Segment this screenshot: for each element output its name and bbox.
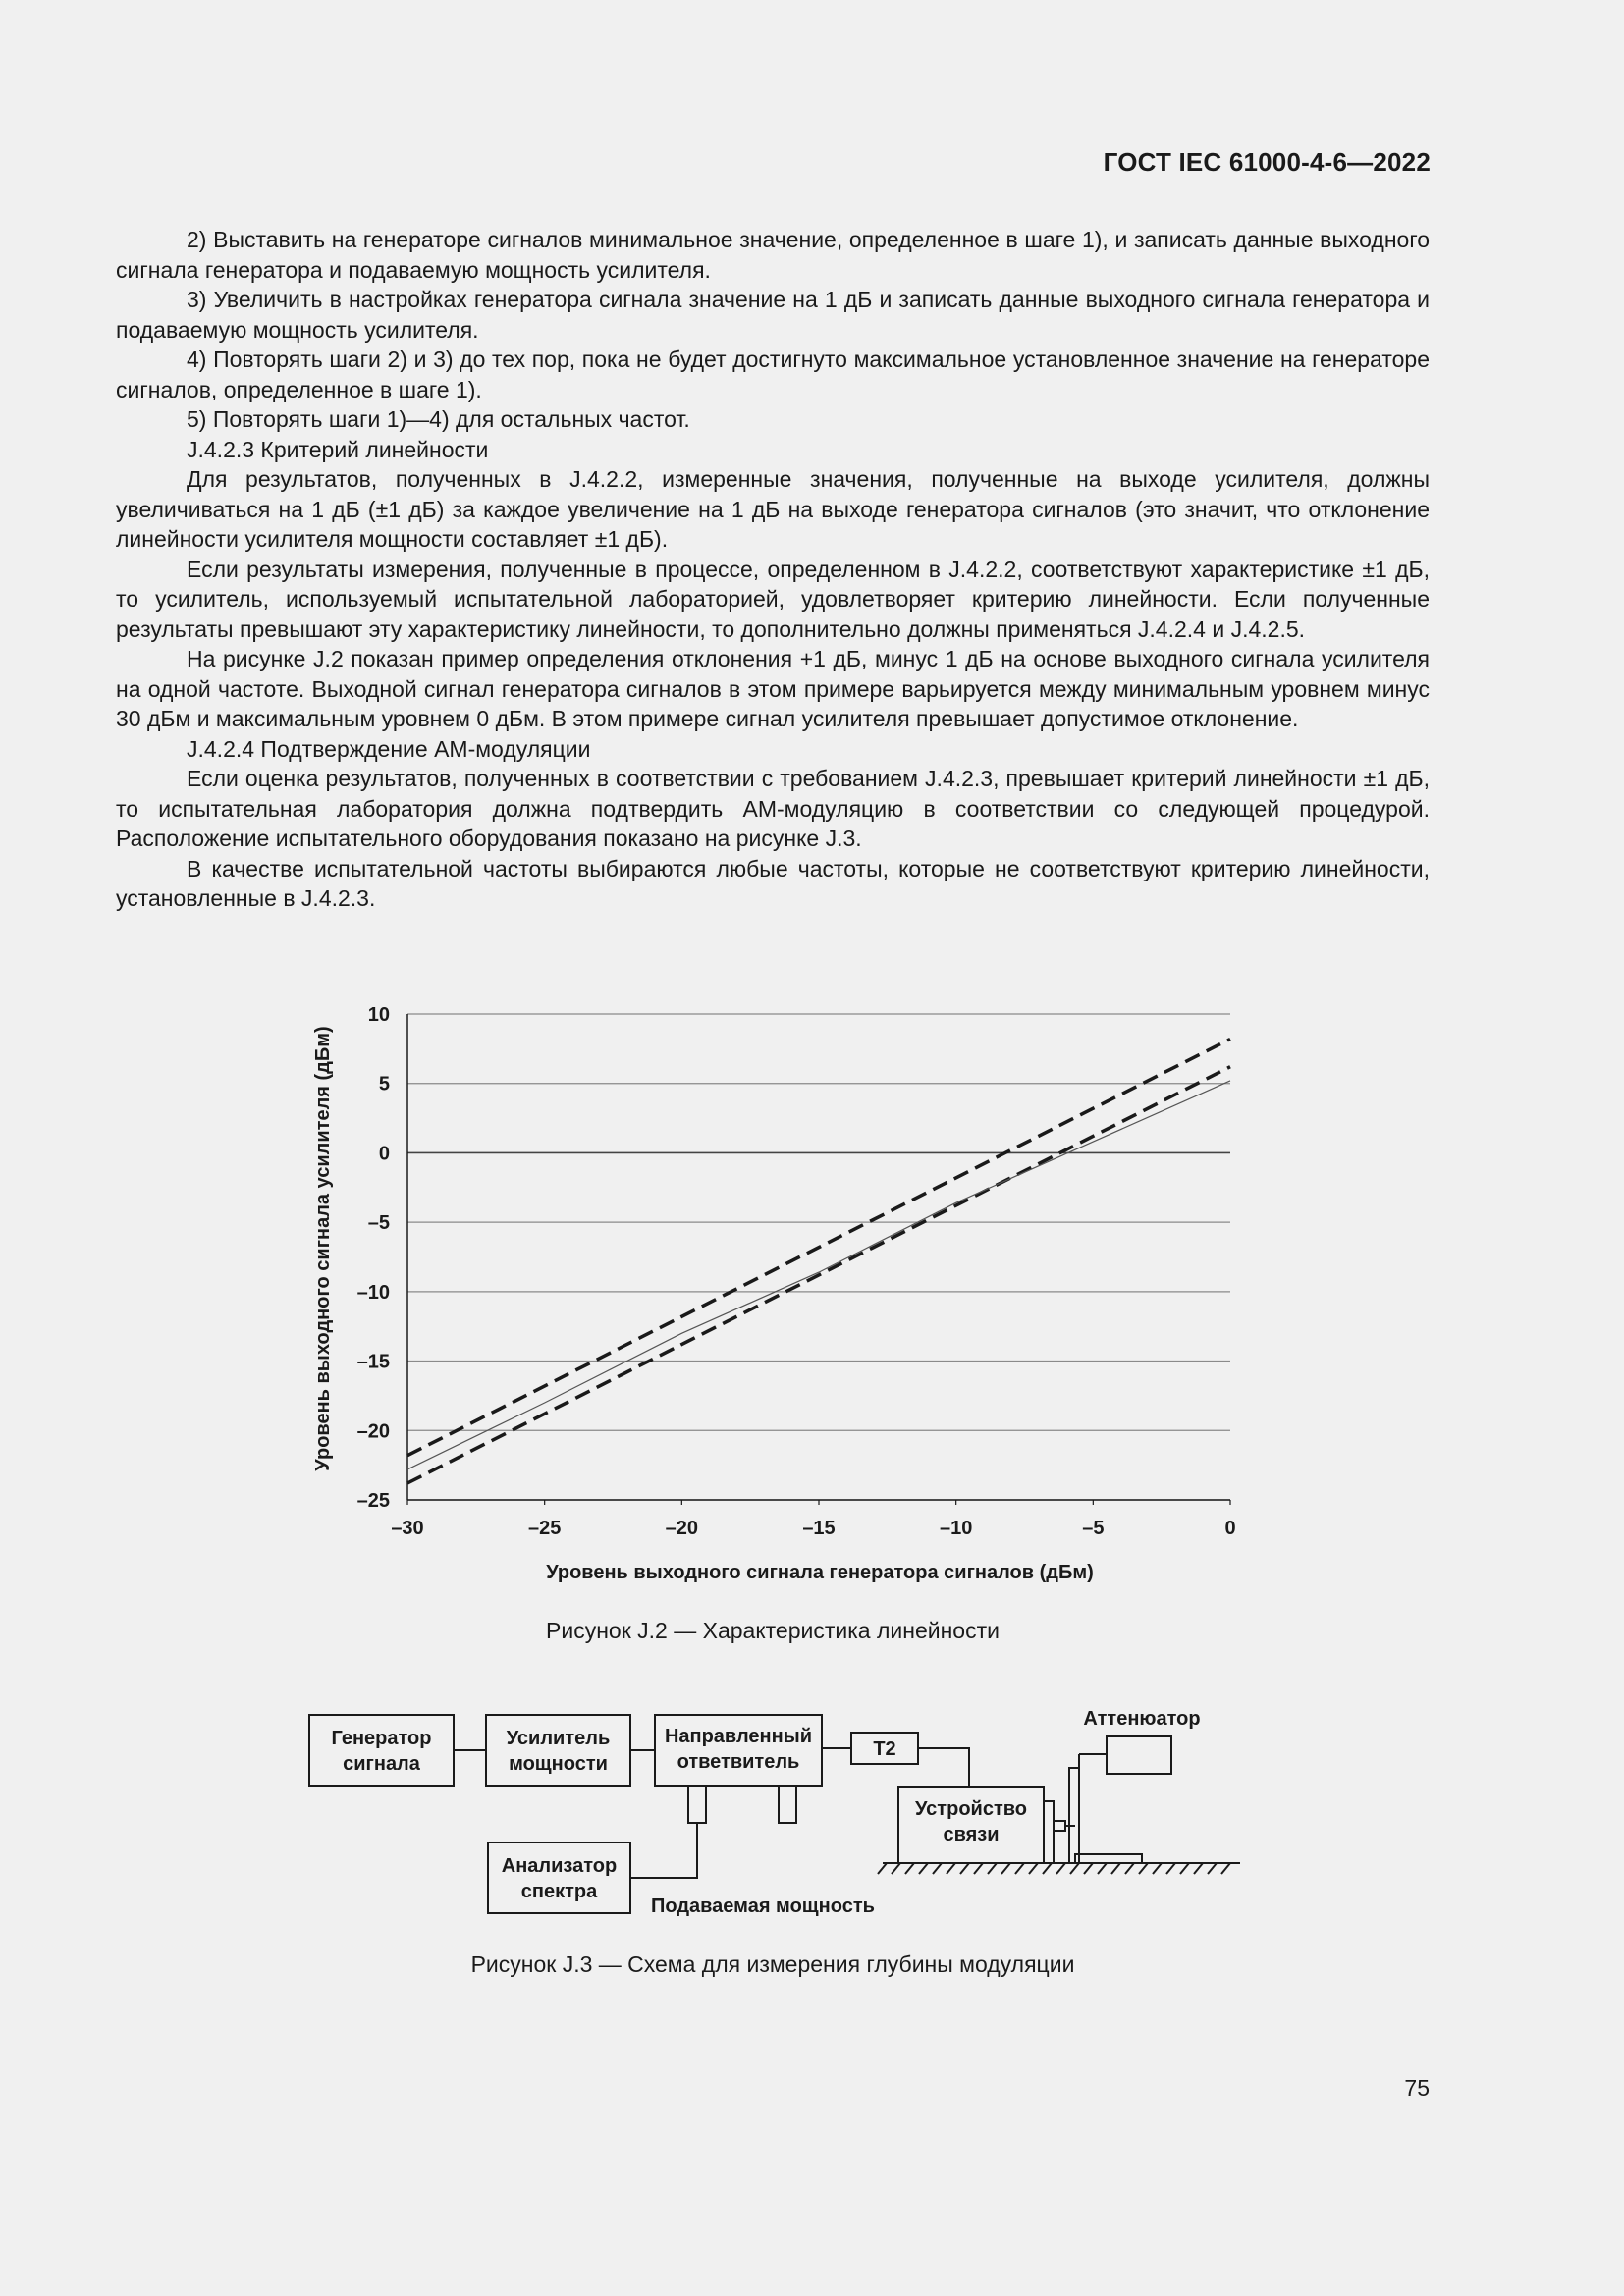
- cdn-connector: [1054, 1821, 1065, 1831]
- coupler-label-2: ответвитель: [677, 1751, 800, 1773]
- hatch-mark: [1139, 1863, 1148, 1874]
- generator-label-1: Генератор: [331, 1728, 432, 1749]
- hatch-mark: [1043, 1863, 1052, 1874]
- coupler-label-1: Направленный: [664, 1726, 813, 1747]
- section-heading-j423: J.4.2.3 Критерий линейности: [187, 436, 489, 462]
- coupler-port-left: [688, 1786, 706, 1823]
- paragraph: 4) Повторять шаги 2) и 3) до тех пор, пока не будет достигнуто максимальное установленное значение на генераторе сигналов, определенное в шаге 1).: [116, 347, 1430, 402]
- hatch-mark: [1180, 1863, 1189, 1874]
- paragraph: 2) Выставить на генераторе сигналов минимальное значение, определенное в шаге 1), и записать данные выходного сигнала генератора и подаваемую мощность усилителя.: [116, 227, 1430, 283]
- x-tick-label: –10: [939, 1518, 973, 1539]
- tolerance-line-1: [407, 1040, 1230, 1456]
- page-number: 75: [1404, 2075, 1430, 2101]
- y-tick-label: 5: [378, 1073, 390, 1095]
- hatch-mark: [960, 1863, 969, 1874]
- paragraph: На рисунке J.2 показан пример определения отклонения +1 дБ, минус 1 дБ на основе выходного сигнала усилителя на одной частоте. Выходной сигнал генератора сигналов в этом примере варьируется между минимальным уровнем минус 30 дБм и максимальным уровнем 0 дБм. В этом примере сигнал усилителя превышает допустимое отклонение.: [116, 646, 1430, 731]
- y-axis-label: Уровень выходного сигнала усилителя (дБм): [312, 1026, 334, 1471]
- attenuator-block: [1107, 1736, 1171, 1774]
- cdn-label-2: связи: [943, 1824, 1000, 1845]
- hatch-mark: [1070, 1863, 1079, 1874]
- section-heading-j424: J.4.2.4 Подтверждение АМ-модуляции: [187, 735, 591, 762]
- generator-label-2: сигнала: [343, 1753, 420, 1775]
- grid-lines: [407, 1014, 1230, 1505]
- hatch-mark: [1029, 1863, 1038, 1874]
- y-tick-label: –25: [356, 1490, 390, 1512]
- paragraph: Для результатов, полученных в J.4.2.2, измеренные значения, полученные на выходе усилителя, должны увеличиваться на 1 дБ (±1 дБ) за каждое увеличение на 1 дБ на выходе генератора сигналов (это значит, что отклонение линейности усилителя мощности составляет ±1 дБ).: [116, 466, 1430, 552]
- hatch-mark: [988, 1863, 997, 1874]
- amplifier-label-1: Усилитель: [506, 1728, 611, 1749]
- t2-label: Т2: [873, 1738, 896, 1760]
- analyzer-label-1: Анализатор: [501, 1855, 618, 1877]
- y-tick-label: 0: [378, 1143, 390, 1165]
- figure-caption-j3: Рисунок J.3 — Схема для измерения глубины модуляции: [470, 1951, 1075, 1977]
- x-tick-label: –20: [665, 1518, 699, 1539]
- paragraph: 5) Повторять шаги 1)—4) для остальных частот.: [187, 406, 690, 432]
- paragraph: В качестве испытательной частоты выбираются любые частоты, которые не соответствуют критерию линейности, установленные в J.4.2.3.: [116, 855, 1430, 911]
- analyzer-label-2: спектра: [520, 1881, 598, 1902]
- linearity-chart: [295, 991, 1257, 1620]
- amplifier-block: [486, 1715, 630, 1786]
- tolerance-line-2: [407, 1067, 1230, 1483]
- hatch-mark: [1125, 1863, 1134, 1874]
- hatch-mark: [919, 1863, 928, 1874]
- cdn-plate: [1044, 1801, 1054, 1863]
- hatch-mark: [1153, 1863, 1162, 1874]
- document-code: ГОСТ IEC 61000-4-6—2022: [1103, 147, 1431, 177]
- cable-tray: [1075, 1854, 1142, 1863]
- paragraph: Если оценка результатов, полученных в соответствии с требованием J.4.2.3, превышает критерий линейности ±1 дБ, то испытательная лаборатория должна подтвердить АМ-модуляцию в соответствии со следующей процедурой. Расположение испытательного оборудования показано на рисунке J.3.: [116, 766, 1430, 851]
- attenuator-label: Аттенюатор: [1083, 1708, 1201, 1730]
- x-tick-label: –30: [391, 1518, 424, 1539]
- y-tick-label: –20: [356, 1420, 390, 1443]
- x-axis-label: Уровень выходного сигнала генератора сигналов (дБм): [546, 1562, 1094, 1583]
- x-tick-label: 0: [1224, 1518, 1236, 1539]
- hatch-mark: [1111, 1863, 1120, 1874]
- coupler-port-right: [779, 1786, 796, 1823]
- ground-hatching: [878, 1863, 1230, 1874]
- measurement-setup-diagram: [299, 1693, 1262, 1929]
- series-lines: [407, 1040, 1230, 1484]
- hatch-mark: [947, 1863, 955, 1874]
- cdn-label-1: Устройство: [915, 1798, 1027, 1820]
- tick-labels: [357, 1004, 1236, 1539]
- hatch-mark: [1208, 1863, 1217, 1874]
- hatch-mark: [1084, 1863, 1093, 1874]
- y-tick-label: –15: [356, 1351, 390, 1373]
- figure-caption-j2: Рисунок J.2 — Характеристика линейности: [546, 1618, 1000, 1643]
- x-tick-label: –25: [527, 1518, 562, 1539]
- hatch-mark: [1194, 1863, 1203, 1874]
- hatch-mark: [1001, 1863, 1010, 1874]
- amplifier-label-2: мощности: [509, 1753, 608, 1775]
- hatch-mark: [905, 1863, 914, 1874]
- body-text: [116, 225, 1430, 914]
- y-tick-label: –10: [356, 1281, 390, 1304]
- hatch-mark: [1098, 1863, 1107, 1874]
- y-tick-label: 10: [367, 1004, 390, 1026]
- hatch-mark: [892, 1863, 900, 1874]
- hatch-mark: [878, 1863, 887, 1874]
- y-tick-label: –5: [367, 1212, 390, 1235]
- hatch-mark: [1221, 1863, 1230, 1874]
- generator-block: [309, 1715, 454, 1786]
- analyzer-block: [488, 1842, 630, 1913]
- hatch-mark: [974, 1863, 983, 1874]
- forward-power-label: Подаваемая мощность: [651, 1896, 875, 1917]
- hatch-mark: [933, 1863, 942, 1874]
- hatch-mark: [1166, 1863, 1175, 1874]
- x-tick-label: –15: [802, 1518, 836, 1539]
- hatch-mark: [1015, 1863, 1024, 1874]
- x-tick-label: –5: [1082, 1518, 1105, 1539]
- hatch-mark: [1056, 1863, 1065, 1874]
- paragraph: 3) Увеличить в настройках генератора сигнала значение на 1 дБ и записать данные выходного сигнала генератора и подаваемую мощность усилителя.: [116, 287, 1430, 343]
- attenuator-post: [1069, 1768, 1079, 1863]
- paragraph: Если результаты измерения, полученные в процессе, определенном в J.4.2.2, соответствуют характеристике ±1 дБ, то усилитель, используемый испытательной лабораторией, удовлетворяет критерию линейности. Если полученные результаты превышают эту характеристику линейности, то дополнительно должны применяться J.4.2.4 и J.4.2.5.: [116, 556, 1430, 642]
